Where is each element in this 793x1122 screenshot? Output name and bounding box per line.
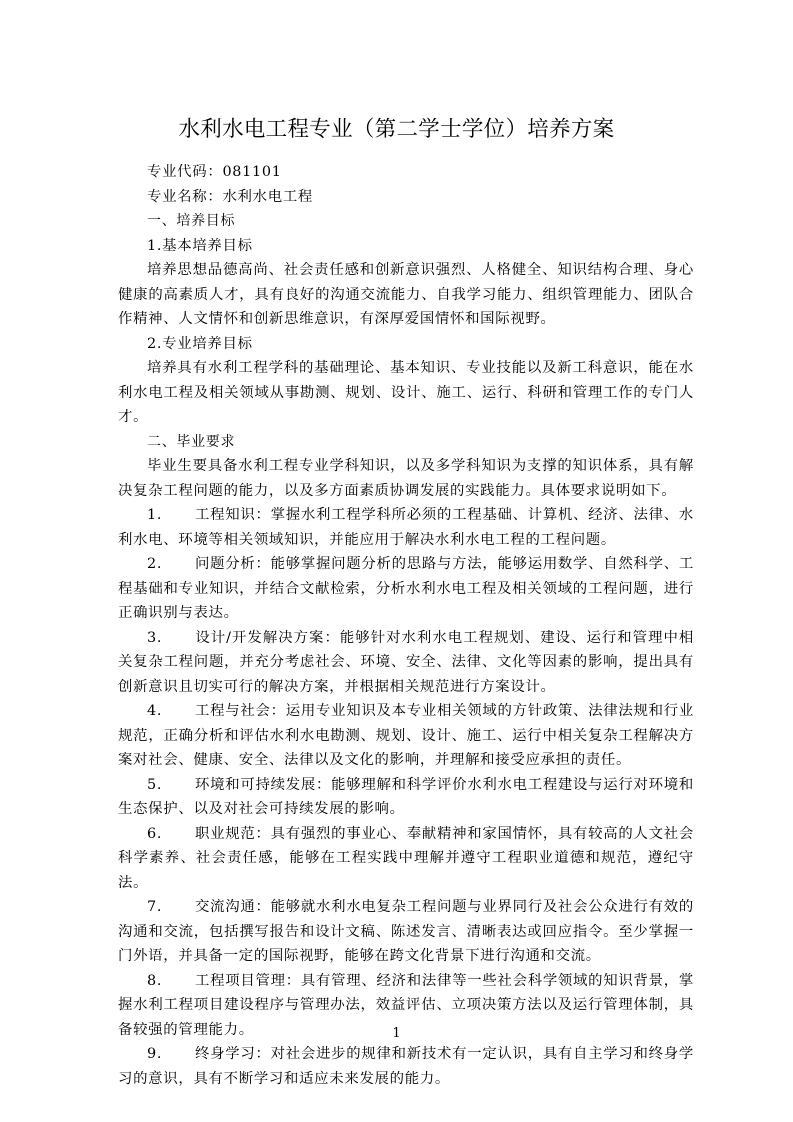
requirement-number: 4.	[147, 703, 163, 719]
requirement-text: 工程项目管理：具有管理、经济和法律等一些社会科学领域的知识背景，掌握水利工程项目建设程序与管理办法，效益评估、立项决策方法以及运行管理体制，具备较强的管理能力。	[118, 972, 694, 1038]
requirement-number: 1.	[147, 507, 163, 523]
major-name: 专业名称：水利水电工程	[147, 188, 313, 205]
requirement-number: 5.	[147, 776, 163, 793]
requirement-text: 职业规范：具有强烈的事业心、奉献精神和家国情怀，具有较高的人文社会科学素养、社会责任感，能够在工程实践中理解并遵守工程职业道德和规范，遵纪守法。	[118, 825, 694, 891]
requirement-text: 设计/开发解决方案：能够针对水利水电工程规划、建设、运行和管理中相关复杂工程问题，并充分考虑社会、环境、安全、法律、文化等因素的影响，提出具有创新意识且切实可行的解决方案，并根据相关规范进行方案设计。	[118, 629, 694, 695]
requirement-number: 9.	[147, 1046, 163, 1062]
requirement-number: 2.	[147, 556, 163, 572]
requirement-item	[118, 699, 694, 773]
paragraph-professional-objective: 培养具有水利工程学科的基础理论、基本知识、专业技能以及新工科意识，能在水利水电工程及相关领域从事勘测、规划、设计、施工、运行、科研和管理工作的专门人才。	[118, 360, 694, 425]
requirement-text: 问题分析：能够掌握问题分析的思路与方法，能够运用数学、自然科学、工程基础和专业知识，并结合文献检索，分析水利水电工程及相关领域的工程问题，进行正确识别与表达。	[118, 556, 694, 621]
requirement-text: 环境和可持续发展：能够理解和科学评价水利水电工程建设与运行对环境和生态保护、以及对社会可持续发展的影响。	[118, 776, 694, 817]
document-body	[118, 160, 694, 1091]
requirement-text: 工程知识：掌握水利工程学科所必须的工程基础、计算机、经济、法律、水利水电、环境等相关领域知识，并能应用于解决水利水电工程的工程问题。	[118, 507, 694, 548]
paragraph-basic-objective: 培养思想品德高尚、社会责任感和创新意识强烈、人格健全、知识结构合理、身心健康的高素质人才，具有良好的沟通交流能力、自我学习能力、组织管理能力、团队合作精神、人文情怀和创新思维意识，有深厚爱国情怀和国际视野。	[118, 262, 694, 327]
requirement-number: 3.	[147, 629, 163, 646]
requirement-item	[118, 1042, 694, 1091]
requirement-item	[118, 503, 694, 552]
section-heading-requirements: 二、毕业要求	[147, 433, 236, 450]
requirement-text: 终身学习：对社会进步的规律和新技术有一定认识，具有自主学习和终身学习的意识，具有不断学习和适应未来发展的能力。	[118, 1046, 694, 1087]
requirement-item	[118, 822, 694, 896]
requirement-item	[118, 895, 694, 969]
requirement-item	[118, 626, 694, 700]
subsection-heading-basic: 1.基本培养目标	[147, 237, 253, 254]
requirement-number: 6.	[147, 825, 163, 842]
requirement-text: 交流沟通：能够就水利水电复杂工程问题与业界同行及社会公众进行有效的沟通和交流，包括撰写报告和设计文稿、陈述发言、清晰表达或回应指令。至少掌握一门外语，并具备一定的国际视野，能够在跨文化背景下进行沟通和交流。	[118, 899, 694, 964]
requirement-number: 7.	[147, 899, 163, 915]
page-number: 1	[392, 1026, 401, 1041]
requirement-text: 工程与社会：运用专业知识及本专业相关领域的方针政策、法律法规和行业规范，正确分析和评估水利水电勘测、规划、设计、施工、运行中相关复杂工程解决方案对社会、健康、安全、法律以及文化的影响，并理解和接受应承担的责任。	[118, 703, 694, 768]
requirement-item	[118, 773, 694, 822]
requirement-number: 8.	[147, 972, 163, 989]
major-code: 专业代码：081101	[147, 164, 282, 180]
subsection-heading-professional: 2.专业培养目标	[147, 335, 253, 352]
document-title: 水利水电工程专业（第二学士学位）培养方案	[178, 117, 615, 142]
section-heading-objectives: 一、培养目标	[147, 213, 236, 229]
paragraph-requirements-intro: 毕业生要具备水利工程专业学科知识，以及多学科知识为支撑的知识体系，具有解决复杂工程问题的能力，以及多方面素质协调发展的实践能力。具体要求说明如下。	[118, 458, 694, 499]
requirement-item	[118, 552, 694, 626]
